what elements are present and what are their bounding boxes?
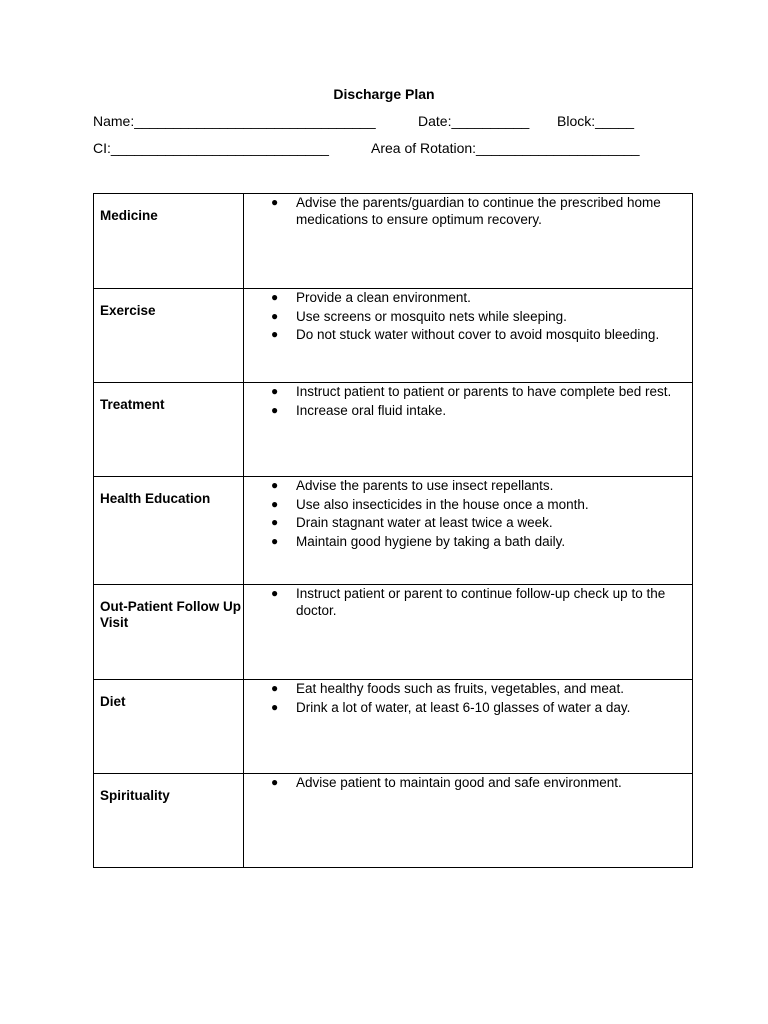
bullet-icon: ● <box>271 533 279 548</box>
table-row <box>94 585 693 680</box>
bullet-icon: ● <box>271 775 279 789</box>
category-label: Out-Patient Follow Up Visit <box>100 599 241 630</box>
list-item <box>244 289 692 306</box>
bullet-icon: ● <box>271 586 279 600</box>
item-text: Do not stuck water without cover to avoid mosquito bleeding. <box>296 327 660 342</box>
item-list <box>244 477 692 550</box>
bullet-icon: ● <box>271 515 279 529</box>
rotation-field: Area of Rotation:_____________________ <box>371 140 640 156</box>
list-item <box>244 308 692 325</box>
list-item <box>244 496 692 513</box>
category-label: Health Education <box>100 491 211 506</box>
list-item <box>244 699 692 716</box>
item-text: Advise the parents to use insect repellants. <box>296 478 554 493</box>
bullet-icon: ● <box>271 681 279 695</box>
list-item <box>244 402 692 419</box>
items-cell <box>244 774 693 868</box>
date-field: Date:__________ <box>418 113 530 129</box>
items-cell <box>244 383 693 477</box>
item-text: Instruct patient to patient or parents to have complete bed rest. <box>296 384 672 399</box>
item-text: Drink a lot of water, at least 6-10 glasses of water a day. <box>296 699 631 715</box>
item-text: Drain stagnant water at least twice a week. <box>296 515 553 530</box>
table-row <box>94 289 693 383</box>
category-label: Treatment <box>100 397 165 412</box>
category-cell <box>94 774 244 868</box>
discharge-plan-table <box>93 193 693 868</box>
items-cell <box>244 289 693 383</box>
item-text: Provide a clean environment. <box>296 290 471 305</box>
bullet-icon: ● <box>271 384 279 398</box>
category-label: Exercise <box>100 303 156 318</box>
category-cell <box>94 194 244 289</box>
page-title: Discharge Plan <box>333 86 435 102</box>
item-text: Eat healthy foods such as fruits, vegetables, and meat. <box>296 681 624 696</box>
ci-field: CI:____________________________ <box>93 140 329 156</box>
item-text: Maintain good hygiene by taking a bath daily. <box>296 533 566 549</box>
bullet-icon: ● <box>271 699 279 714</box>
list-item <box>244 326 692 343</box>
bullet-icon: ● <box>271 478 279 492</box>
list-item <box>244 514 692 531</box>
category-cell <box>94 383 244 477</box>
table-row <box>94 383 693 477</box>
category-label: Medicine <box>100 208 158 223</box>
block-field: Block:_____ <box>557 113 635 129</box>
list-item <box>244 383 692 400</box>
item-list <box>244 289 692 343</box>
list-item <box>244 585 692 619</box>
item-list <box>244 194 692 228</box>
list-item <box>244 194 692 228</box>
table-row <box>94 774 693 868</box>
table-row <box>94 680 693 774</box>
items-cell <box>244 477 693 585</box>
bullet-icon: ● <box>271 496 279 511</box>
category-cell <box>94 477 244 585</box>
item-text: Instruct patient or parent to continue follow-up check up to the doctor. <box>296 586 666 618</box>
item-text: Advise patient to maintain good and safe environment. <box>296 775 622 790</box>
name-field: Name:_______________________________ <box>93 113 376 129</box>
item-text: Advise the parents/guardian to continue the prescribed home medications to ensure optimum recovery. <box>296 195 661 227</box>
table-row <box>94 477 693 585</box>
items-cell <box>244 680 693 774</box>
category-label: Diet <box>100 694 126 709</box>
table-row <box>94 194 693 289</box>
category-cell <box>94 289 244 383</box>
item-text: Use screens or mosquito nets while sleeping. <box>296 308 567 324</box>
item-text: Use also insecticides in the house once a month. <box>296 496 589 512</box>
bullet-icon: ● <box>271 195 279 209</box>
category-cell <box>94 585 244 680</box>
bullet-icon: ● <box>271 290 279 304</box>
item-list <box>244 585 692 619</box>
list-item <box>244 680 692 697</box>
bullet-icon: ● <box>271 402 279 417</box>
item-list <box>244 383 692 419</box>
item-text: Increase oral fluid intake. <box>296 402 447 418</box>
list-item <box>244 774 692 791</box>
category-cell <box>94 680 244 774</box>
items-cell <box>244 194 693 289</box>
bullet-icon: ● <box>271 327 279 341</box>
items-cell <box>244 585 693 680</box>
bullet-icon: ● <box>271 308 279 323</box>
category-label: Spirituality <box>100 788 170 803</box>
list-item <box>244 477 692 494</box>
item-list <box>244 774 692 791</box>
item-list <box>244 680 692 716</box>
list-item <box>244 533 692 550</box>
